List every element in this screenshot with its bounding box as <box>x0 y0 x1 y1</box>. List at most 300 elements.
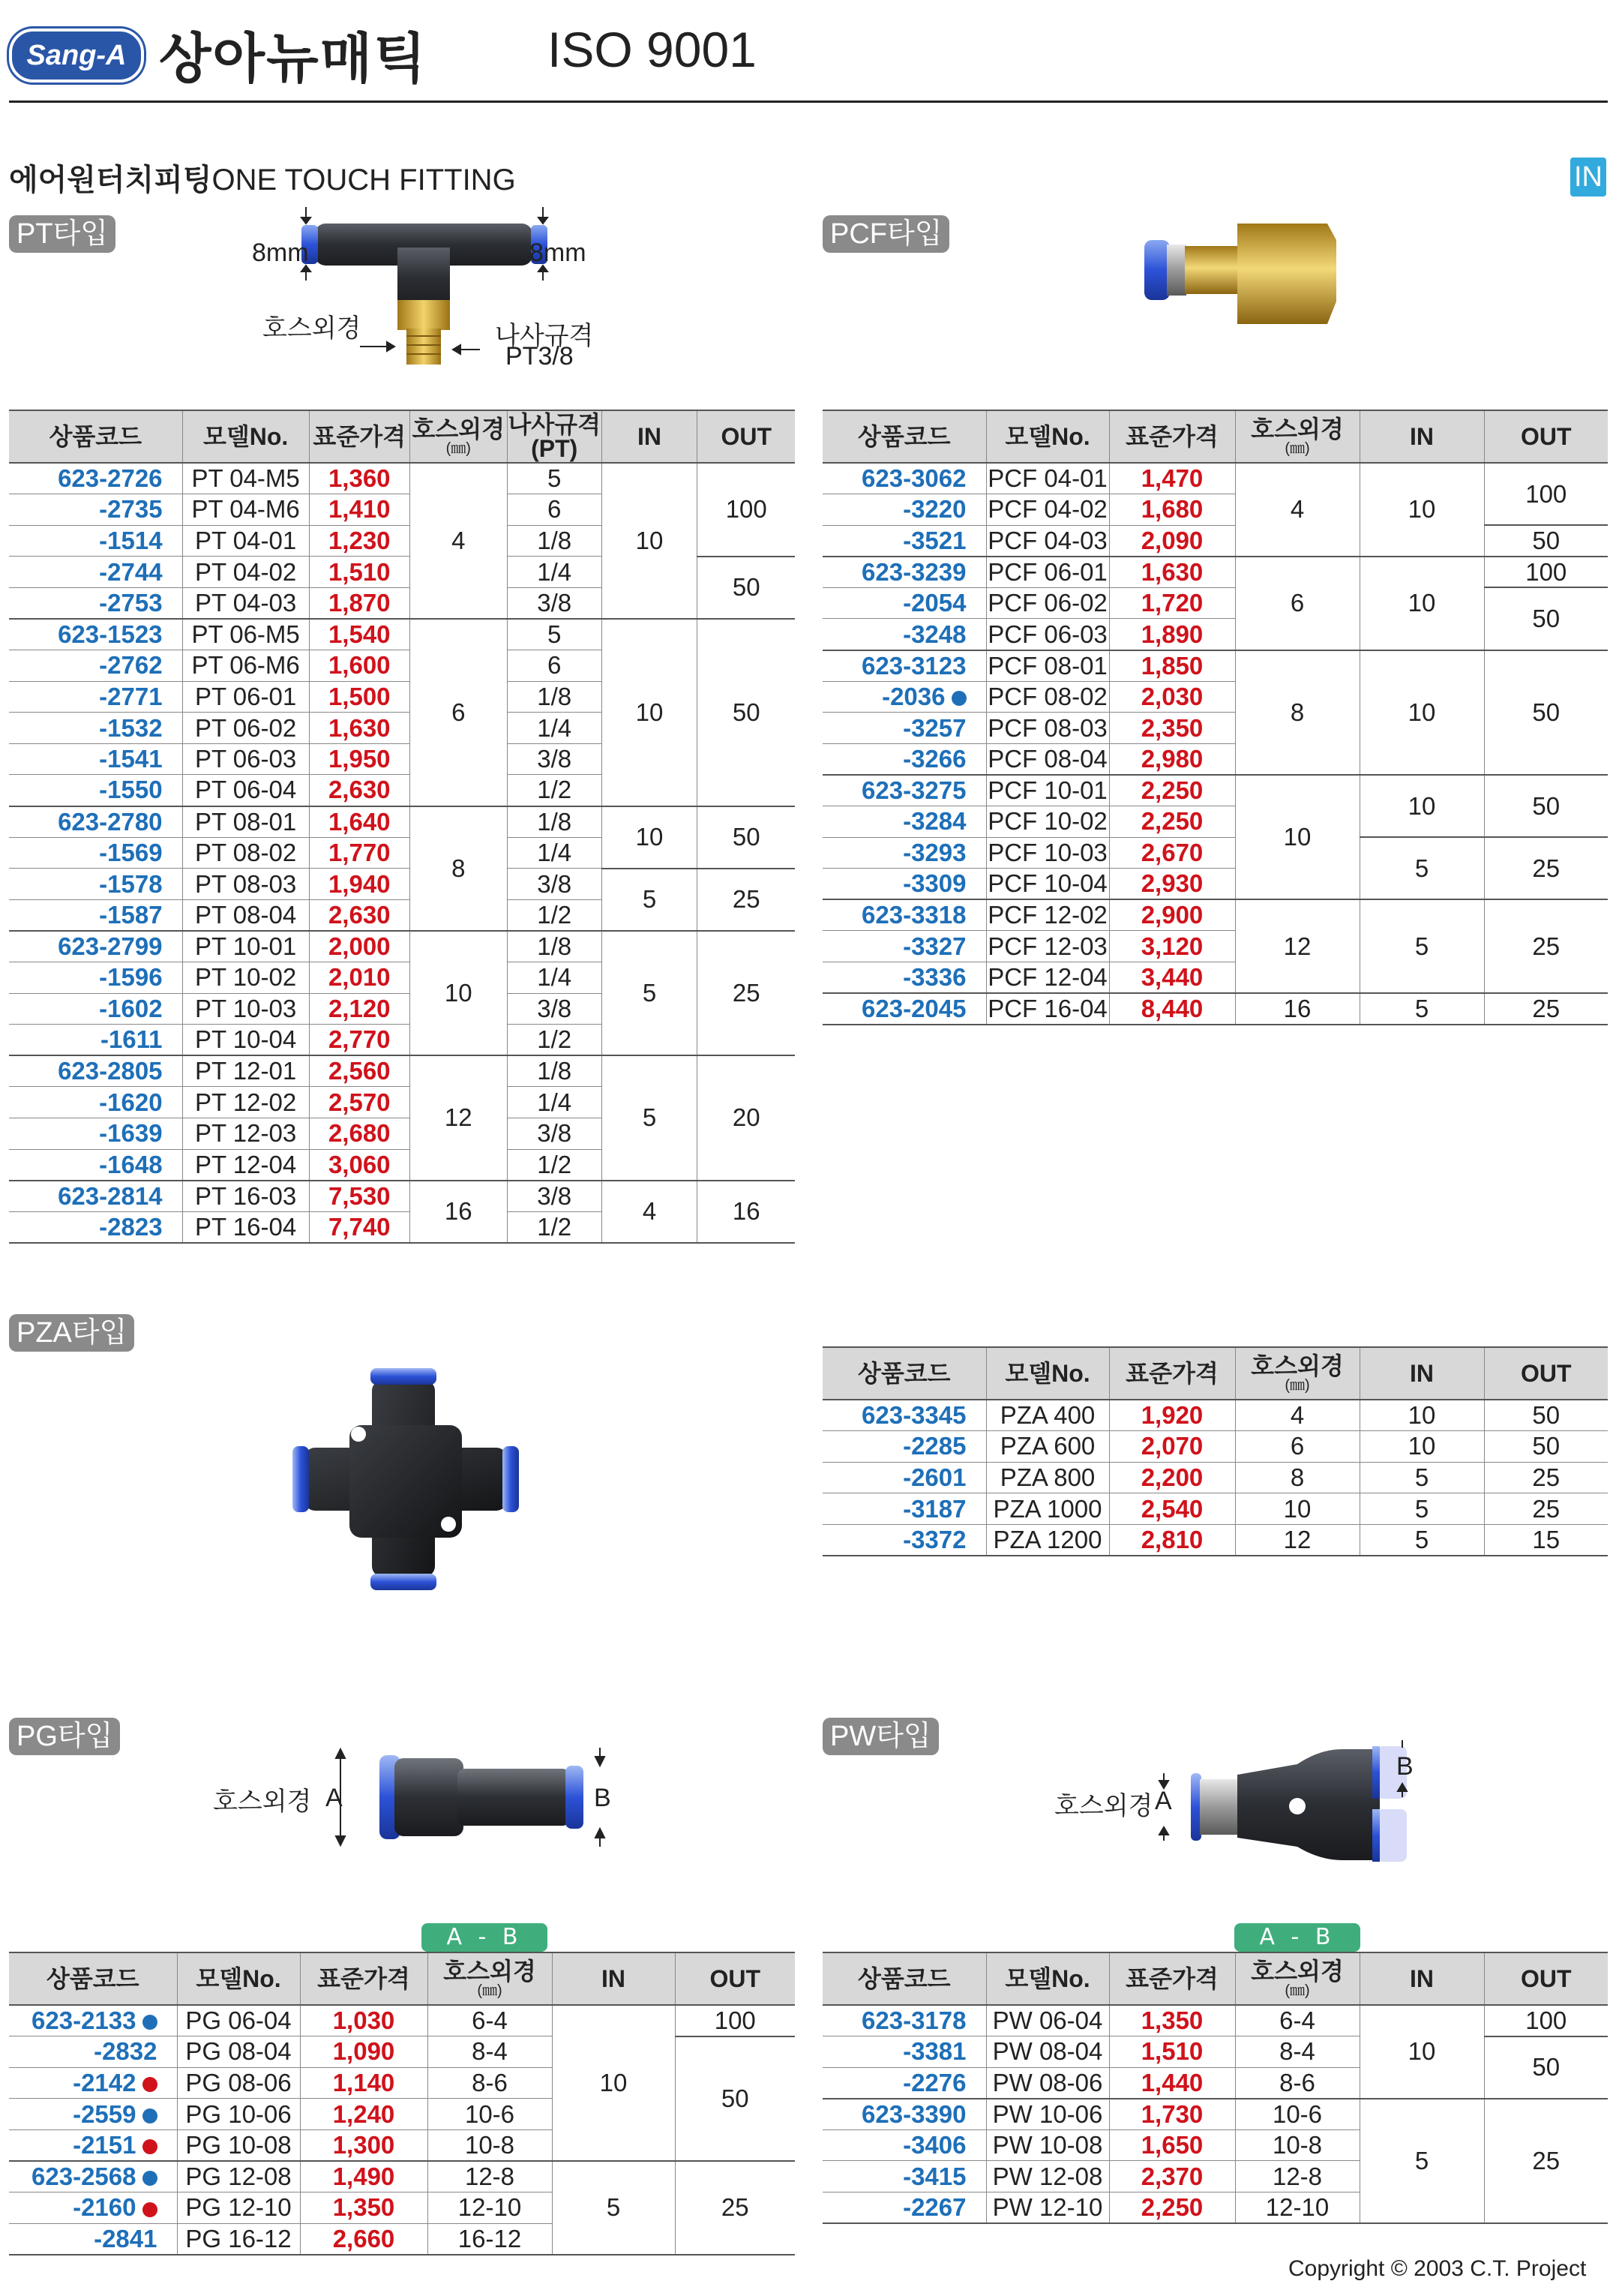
standard-price: 1,140 <box>300 2067 427 2099</box>
out-qty: 25 <box>697 869 795 931</box>
model-no: PG 10-06 <box>177 2099 300 2130</box>
hose-header-label: 호스외경 <box>412 416 505 443</box>
product-code: -1639 <box>9 1118 182 1149</box>
in-qty: 4 <box>601 1181 697 1243</box>
in-qty: 5 <box>1360 2099 1484 2223</box>
product-code: 623-2726 <box>9 463 182 494</box>
standard-price: 2,810 <box>1109 1524 1235 1556</box>
model-no: PZA 1000 <box>986 1493 1109 1525</box>
product-code <box>9 2067 177 2099</box>
table-row <box>823 899 1608 931</box>
hose-diameter: 8-4 <box>1235 2036 1360 2068</box>
model-no: PCF 06-03 <box>986 619 1109 650</box>
hose-diameter: 8 <box>409 806 507 931</box>
hose-diameter: 10 <box>1235 1493 1360 1525</box>
model-no: PCF 04-03 <box>986 525 1109 557</box>
in-qty: 5 <box>1360 1462 1484 1493</box>
product-code: 623-2780 <box>9 806 182 838</box>
out-qty: 50 <box>1484 587 1608 650</box>
model-no: PW 12-10 <box>986 2192 1109 2224</box>
standard-price: 1,920 <box>1109 1400 1235 1431</box>
table-row <box>823 587 1608 619</box>
model-no: PT 04-M6 <box>182 494 309 526</box>
model-no: PCF 10-04 <box>986 869 1109 900</box>
standard-price: 1,730 <box>1109 2099 1235 2130</box>
product-code: -2753 <box>9 587 182 619</box>
hose-header-label: 호스외경 <box>443 1958 536 1985</box>
product-code: -1578 <box>9 869 182 900</box>
product-code: 623-2799 <box>9 931 182 962</box>
hose-header-label: 호스외경 <box>1251 1958 1344 1985</box>
standard-price: 1,890 <box>1109 619 1235 650</box>
standard-price: 3,060 <box>309 1149 409 1181</box>
model-no: PCF 04-01 <box>986 463 1109 494</box>
out-qty: 100 <box>675 2005 795 2036</box>
pt-label-8mm-right: 8mm <box>529 239 586 267</box>
model-no: PG 12-10 <box>177 2192 300 2224</box>
product-code: -3336 <box>823 962 986 994</box>
out-qty: 100 <box>697 463 795 557</box>
table-row <box>823 2036 1608 2068</box>
table-row <box>823 2099 1608 2130</box>
standard-price: 2,930 <box>1109 869 1235 900</box>
thread-header-sub: (PT) <box>531 435 578 462</box>
subtitle-en: ONE TOUCH FITTING <box>211 164 516 197</box>
in-qty: 5 <box>1360 1493 1484 1525</box>
standard-price: 2,900 <box>1109 899 1235 931</box>
model-no: PCF 12-02 <box>986 899 1109 931</box>
col-header-hose <box>427 1952 552 2005</box>
in-qty: 5 <box>1360 993 1484 1025</box>
standard-price: 3,120 <box>1109 931 1235 962</box>
thread-spec: 1/4 <box>507 837 601 869</box>
product-code <box>9 2099 177 2130</box>
pw-spec-table <box>823 1952 1608 2224</box>
out-qty: 25 <box>1484 1493 1608 1525</box>
standard-price: 1,500 <box>309 681 409 713</box>
pt-label-8mm-left: 8mm <box>252 239 309 267</box>
standard-price: 2,540 <box>1109 1493 1235 1525</box>
model-no: PW 10-06 <box>986 2099 1109 2130</box>
pcf-spec-table <box>823 410 1608 1025</box>
table-row <box>9 2161 795 2192</box>
col-header-hose <box>409 410 507 463</box>
table-row <box>9 2036 795 2068</box>
hose-diameter: 10 <box>1235 775 1360 899</box>
in-qty: 10 <box>1360 1400 1484 1431</box>
model-no: PT 06-M6 <box>182 650 309 682</box>
thread-spec: 1/2 <box>507 775 601 806</box>
standard-price: 1,360 <box>309 463 409 494</box>
standard-price: 1,650 <box>1109 2129 1235 2161</box>
col-header-out: OUT <box>1484 1952 1608 2005</box>
standard-price: 1,090 <box>300 2036 427 2068</box>
product-code: -3284 <box>823 806 986 838</box>
pg-label-a: A <box>325 1784 343 1812</box>
status-dot-red <box>142 2139 157 2154</box>
model-no: PT 10-01 <box>182 931 309 962</box>
in-qty: 10 <box>1360 775 1484 837</box>
hose-diameter: 10-8 <box>1235 2129 1360 2161</box>
hose-diameter: 6 <box>409 619 507 806</box>
out-qty: 25 <box>1484 2099 1608 2223</box>
col-header-out: OUT <box>697 410 795 463</box>
thread-spec: 1/4 <box>507 557 601 588</box>
standard-price: 2,630 <box>309 775 409 806</box>
out-qty: 50 <box>697 557 795 619</box>
brand-logo: Sang-A <box>9 29 144 83</box>
model-no: PT 06-01 <box>182 681 309 713</box>
in-qty: 10 <box>1360 650 1484 775</box>
col-header-in: IN <box>1360 410 1484 463</box>
pg-fitting-illustration <box>322 1748 622 1853</box>
standard-price: 1,410 <box>309 494 409 526</box>
thread-spec: 3/8 <box>507 993 601 1025</box>
pza-fitting-illustration <box>289 1365 522 1590</box>
hose-unit: (㎜) <box>1285 440 1310 457</box>
hose-diameter: 10-6 <box>427 2099 552 2130</box>
in-qty: 10 <box>1360 463 1484 557</box>
model-no: PCF 12-03 <box>986 931 1109 962</box>
out-qty: 100 <box>1484 463 1608 525</box>
col-header-in: IN <box>552 1952 675 2005</box>
col-header-price: 표준가격 <box>1109 1347 1235 1400</box>
hose-diameter: 6 <box>1235 1431 1360 1463</box>
standard-price: 1,720 <box>1109 587 1235 619</box>
thread-spec: 1/8 <box>507 681 601 713</box>
product-code: -2285 <box>823 1431 986 1463</box>
pw-fitting-illustration <box>1155 1740 1425 1868</box>
pg-label-hose: 호스외경 <box>213 1787 312 1816</box>
hose-unit: (㎜) <box>477 1982 502 1999</box>
standard-price: 2,680 <box>309 1118 409 1149</box>
status-dot-blue <box>142 2108 157 2123</box>
table-row <box>9 463 795 494</box>
out-qty: 50 <box>697 806 795 869</box>
in-qty: 10 <box>601 619 697 806</box>
product-code: 623-3275 <box>823 775 986 806</box>
table-row <box>9 806 795 838</box>
thread-spec: 1/2 <box>507 1211 601 1243</box>
model-no: PT 06-02 <box>182 713 309 744</box>
copyright: Copyright © 2003 C.T. Project <box>1288 2256 1587 2281</box>
thread-spec: 1/8 <box>507 1055 601 1087</box>
out-qty: 100 <box>1484 2005 1608 2036</box>
hose-diameter: 8 <box>1235 1462 1360 1493</box>
product-code: 623-2045 <box>823 993 986 1025</box>
table-row <box>9 931 795 962</box>
out-qty: 25 <box>1484 837 1608 899</box>
model-no: PT 10-03 <box>182 993 309 1025</box>
in-qty: 10 <box>601 463 697 619</box>
thread-spec: 3/8 <box>507 869 601 900</box>
table-row <box>823 1493 1608 1525</box>
standard-price: 7,740 <box>309 1211 409 1243</box>
iso-label: ISO 9001 <box>547 22 757 77</box>
model-no: PCF 08-01 <box>986 650 1109 682</box>
hose-unit: (㎜) <box>1285 1377 1310 1394</box>
standard-price: 2,070 <box>1109 1431 1235 1463</box>
standard-price: 1,440 <box>1109 2067 1235 2099</box>
standard-price: 1,540 <box>309 619 409 650</box>
col-header-hose <box>1235 1952 1360 2005</box>
hose-diameter: 4 <box>1235 1400 1360 1431</box>
out-qty: 25 <box>1484 1462 1608 1493</box>
standard-price: 2,120 <box>309 993 409 1025</box>
col-header-code: 상품코드 <box>9 1952 177 2005</box>
product-code: 623-3062 <box>823 463 986 494</box>
product-code: -3521 <box>823 525 986 557</box>
pt-spec-table <box>9 410 795 1244</box>
thread-header-label: 나사규격 <box>508 411 601 438</box>
pt-label-thread: 나사규격 <box>495 322 594 350</box>
table-row <box>9 869 795 900</box>
model-no: PT 12-04 <box>182 1149 309 1181</box>
standard-price: 2,770 <box>309 1025 409 1056</box>
product-code-text: -2160 <box>73 2193 136 2222</box>
standard-price: 1,600 <box>309 650 409 682</box>
model-no: PCF 12-04 <box>986 962 1109 994</box>
model-no: PCF 10-03 <box>986 837 1109 869</box>
standard-price: 1,680 <box>1109 494 1235 526</box>
standard-price: 2,370 <box>1109 2161 1235 2192</box>
col-header-hose <box>1235 410 1360 463</box>
hose-diameter: 4 <box>409 463 507 619</box>
hose-diameter: 12-8 <box>427 2161 552 2192</box>
col-header-out: OUT <box>1484 410 1608 463</box>
standard-price: 1,850 <box>1109 650 1235 682</box>
product-code: -3327 <box>823 931 986 962</box>
standard-price: 1,350 <box>300 2192 427 2224</box>
hose-diameter: 10-6 <box>1235 2099 1360 2130</box>
product-code: -2823 <box>9 1211 182 1243</box>
in-qty: 10 <box>1360 2005 1484 2099</box>
thread-spec: 3/8 <box>507 743 601 775</box>
model-no: PT 04-03 <box>182 587 309 619</box>
model-no: PT 08-03 <box>182 869 309 900</box>
standard-price: 7,530 <box>309 1181 409 1212</box>
product-code <box>9 2161 177 2192</box>
hose-diameter: 6-4 <box>1235 2005 1360 2036</box>
standard-price: 2,560 <box>309 1055 409 1087</box>
thread-spec: 1/4 <box>507 713 601 744</box>
in-qty: 5 <box>1360 837 1484 899</box>
thread-spec: 1/2 <box>507 899 601 931</box>
thread-spec: 5 <box>507 619 601 650</box>
pg-spec-table <box>9 1952 795 2255</box>
standard-price: 2,010 <box>309 962 409 994</box>
out-qty: 25 <box>1484 993 1608 1025</box>
model-no: PT 12-02 <box>182 1087 309 1118</box>
product-code: -2744 <box>9 557 182 588</box>
product-code <box>9 2005 177 2036</box>
col-header-price: 표준가격 <box>300 1952 427 2005</box>
model-no: PZA 400 <box>986 1400 1109 1431</box>
product-code: -2762 <box>9 650 182 682</box>
product-code: -3293 <box>823 837 986 869</box>
table-row <box>823 2005 1608 2036</box>
product-code: -1587 <box>9 899 182 931</box>
hose-diameter: 8-6 <box>1235 2067 1360 2099</box>
model-no: PZA 800 <box>986 1462 1109 1493</box>
col-header-model: 모델No. <box>177 1952 300 2005</box>
standard-price: 2,350 <box>1109 713 1235 744</box>
out-qty: 100 <box>1484 557 1608 588</box>
out-qty: 15 <box>1484 1524 1608 1556</box>
standard-price: 2,630 <box>309 899 409 931</box>
brand-name: 상아뉴매틱 <box>159 27 427 90</box>
hose-diameter: 16 <box>409 1181 507 1243</box>
table-row <box>823 993 1608 1025</box>
thread-spec: 1/4 <box>507 962 601 994</box>
standard-price: 2,030 <box>1109 681 1235 713</box>
hose-diameter: 12 <box>409 1055 507 1180</box>
in-qty: 5 <box>1360 1524 1484 1556</box>
standard-price: 1,630 <box>309 713 409 744</box>
in-qty: 10 <box>1360 557 1484 650</box>
product-code: -2267 <box>823 2192 986 2224</box>
model-no: PZA 600 <box>986 1431 1109 1463</box>
product-code: -1569 <box>9 837 182 869</box>
product-code: -2841 <box>9 2223 177 2255</box>
product-code: 623-3239 <box>823 557 986 588</box>
model-no: PT 04-M5 <box>182 463 309 494</box>
pw-label-a: A <box>1155 1787 1172 1815</box>
model-no: PCF 08-02 <box>986 681 1109 713</box>
model-no: PCF 10-01 <box>986 775 1109 806</box>
standard-price: 2,250 <box>1109 775 1235 806</box>
status-dot-blue <box>142 2015 157 2030</box>
model-no: PCF 10-02 <box>986 806 1109 838</box>
product-code-text: -2036 <box>882 682 946 710</box>
product-code: 623-3318 <box>823 899 986 931</box>
out-qty: 50 <box>1484 775 1608 837</box>
standard-price: 1,350 <box>1109 2005 1235 2036</box>
table-row <box>823 1400 1608 1431</box>
model-no: PT 08-04 <box>182 899 309 931</box>
product-code: 623-3390 <box>823 2099 986 2130</box>
out-qty: 16 <box>697 1181 795 1243</box>
hose-diameter: 8 <box>1235 650 1360 775</box>
product-code: -2832 <box>9 2036 177 2068</box>
out-qty: 25 <box>1484 899 1608 993</box>
table-row <box>823 1462 1608 1493</box>
product-code-text: -2151 <box>73 2130 136 2159</box>
table-row <box>823 837 1608 869</box>
pw-ab-pill: A - B <box>1234 1923 1360 1952</box>
model-no: PG 08-04 <box>177 2036 300 2068</box>
pt-label-pt: PT3/8 <box>505 342 574 371</box>
standard-price: 1,300 <box>300 2129 427 2161</box>
status-dot-blue <box>952 691 967 706</box>
out-qty: 50 <box>1484 1431 1608 1463</box>
status-dot-red <box>142 2077 157 2092</box>
standard-price: 1,640 <box>309 806 409 838</box>
model-no: PW 06-04 <box>986 2005 1109 2036</box>
col-header-in: IN <box>1360 1952 1484 2005</box>
product-code: -1596 <box>9 962 182 994</box>
product-code: 623-3345 <box>823 1400 986 1431</box>
col-header-out: OUT <box>675 1952 795 2005</box>
pg-type-tag: PG타입 <box>9 1718 120 1755</box>
table-row <box>823 650 1608 682</box>
table-row <box>823 775 1608 806</box>
model-no: PW 12-08 <box>986 2161 1109 2192</box>
thread-spec: 5 <box>507 463 601 494</box>
hose-diameter: 10 <box>409 931 507 1055</box>
out-qty: 50 <box>1484 525 1608 557</box>
model-no: PT 12-03 <box>182 1118 309 1149</box>
thread-spec: 3/8 <box>507 587 601 619</box>
status-dot-red <box>142 2202 157 2217</box>
product-code: -2601 <box>823 1462 986 1493</box>
col-header-thread <box>507 410 601 463</box>
hose-diameter: 6-4 <box>427 2005 552 2036</box>
product-code: -3406 <box>823 2129 986 2161</box>
out-qty: 50 <box>697 619 795 806</box>
product-code: -2771 <box>9 681 182 713</box>
col-header-in: IN <box>601 410 697 463</box>
product-code: -3187 <box>823 1493 986 1525</box>
standard-price: 1,940 <box>309 869 409 900</box>
model-no: PT 06-M5 <box>182 619 309 650</box>
thread-spec: 3/8 <box>507 1181 601 1212</box>
product-code: -1602 <box>9 993 182 1025</box>
model-no: PCF 08-04 <box>986 743 1109 775</box>
model-no: PCF 06-02 <box>986 587 1109 619</box>
model-no: PW 08-04 <box>986 2036 1109 2068</box>
out-qty: 25 <box>675 2161 795 2255</box>
standard-price: 2,090 <box>1109 525 1235 557</box>
product-code: -2735 <box>9 494 182 526</box>
product-code-text: 623-2133 <box>31 2006 136 2035</box>
product-code: 623-2814 <box>9 1181 182 1212</box>
table-row <box>823 525 1608 557</box>
thread-spec: 1/2 <box>507 1149 601 1181</box>
pza-spec-table <box>823 1346 1608 1556</box>
thread-spec: 1/4 <box>507 1087 601 1118</box>
model-no: PCF 04-02 <box>986 494 1109 526</box>
product-code: -2276 <box>823 2067 986 2099</box>
model-no: PT 16-03 <box>182 1181 309 1212</box>
out-qty: 50 <box>675 2036 795 2161</box>
product-code: -1611 <box>9 1025 182 1056</box>
thread-spec: 1/8 <box>507 931 601 962</box>
pcf-fitting-illustration <box>1140 218 1342 338</box>
model-no: PT 12-01 <box>182 1055 309 1087</box>
standard-price: 2,250 <box>1109 2192 1235 2224</box>
product-code <box>9 2192 177 2224</box>
pt-label-hose: 호스외경 <box>262 314 361 343</box>
in-qty: 5 <box>601 869 697 931</box>
table-row <box>9 1055 795 1087</box>
product-code <box>9 2129 177 2161</box>
thread-spec: 6 <box>507 494 601 526</box>
hose-diameter: 8-6 <box>427 2067 552 2099</box>
product-code <box>823 681 986 713</box>
standard-price: 1,770 <box>309 837 409 869</box>
col-header-model: 모델No. <box>986 1347 1109 1400</box>
out-qty: 25 <box>697 931 795 1055</box>
hose-unit: (㎜) <box>445 440 471 457</box>
hose-diameter: 6 <box>1235 557 1360 650</box>
standard-price: 1,230 <box>309 525 409 557</box>
table-row <box>823 1524 1608 1556</box>
thread-spec: 1/8 <box>507 806 601 838</box>
product-code: -3220 <box>823 494 986 526</box>
out-qty: 50 <box>1484 650 1608 775</box>
model-no: PCF 08-03 <box>986 713 1109 744</box>
